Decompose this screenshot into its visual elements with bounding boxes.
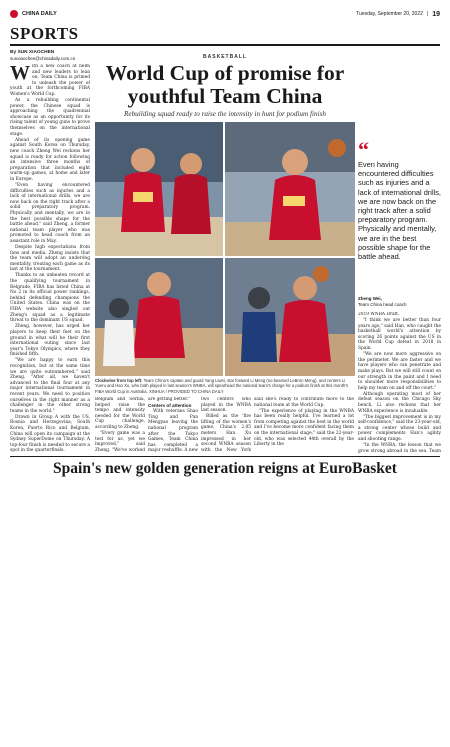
masthead-separator: | xyxy=(426,11,429,17)
player-photo-3 xyxy=(95,258,223,376)
quote-name: Zheng Wei, xyxy=(358,296,382,301)
story-divider xyxy=(10,456,440,457)
section-title: SPORTS xyxy=(10,24,79,43)
byline-email: sunxiaochen@chinadaily.com.cn xyxy=(10,56,76,61)
paragraph: Billed as the 'fire lifting of the women's game, China's 2.05 meters Han Xu impressed in her second WNBA season with the New York xyxy=(201,414,251,453)
page-number: 19 xyxy=(432,10,440,18)
paragraph: Ahead of its opening game against South Korea on Thursday, new coach Zheng Wei reckons her squad is ready for action following an intensive three months of preparation that included eight warm-up games, at home and later in Europe. xyxy=(10,137,90,182)
article-column-5 xyxy=(254,397,354,453)
paragraph: Drawn in Group A with the US, Bosnia and Herzegovina, South Korea, Puerto Rico and Belgium, China will open its campaign at the Sydney SuperDome on Thursday. A top-four finish is needed to secure a spot in the quarterfinals. xyxy=(10,414,90,452)
paragraph: 2019 WNBA Draft. xyxy=(358,312,400,317)
story-headline: World Cup of promise for youthful Team China xyxy=(105,61,345,108)
article-column-4 xyxy=(201,397,251,453)
paragraph: are getting better." xyxy=(148,397,191,402)
quote-mark-icon: “ xyxy=(358,137,369,162)
article-column-2 xyxy=(95,397,145,453)
paragraph: "We are now more aggressive on the perimeter. We are faster and we have players who can penetrate and make plays. But we will still count on our strength in the paint and I need to shoulder more responsibilities to help my team on and off the court." xyxy=(358,352,441,391)
paragraph: Belgium and Serbia, helped raise the tempo and intensity needed for the World Cup challenge, according to Zheng. xyxy=(95,397,145,430)
masthead xyxy=(10,8,440,20)
paragraph: "We are happy to earn this recognition, but at the same time we are quite outnumbered," said Zheng. "After all, we haven't advanced to the final four at any major international tournament in recent years. We need to position ourselves in the right manner as a challenger in the other strong teams in the world." xyxy=(10,358,90,414)
quote-attribution xyxy=(358,296,441,308)
paragraph: As a rebuilding continental power, the Chinese squad is approaching the quadrennial showcase as an opportunity for its rising talent of young guns to prove themselves on the international stage. xyxy=(10,98,90,137)
story-subhead: Rebuilding squad ready to raise the intensity in hunt for podium finish xyxy=(124,110,326,118)
caption-label: Clockwise from top left: xyxy=(95,378,143,383)
paragraph: ith a new coach at helm and new leaders to lean on, Team China is primed to unleash the power of youth at the forthcoming FIBA Women's World Cup. xyxy=(10,64,90,97)
paper-name: CHINA DAILY xyxy=(22,11,57,17)
drop-cap: W xyxy=(10,64,30,84)
player-photo-2 xyxy=(225,122,355,256)
issue-date: Tuesday, September 20, 2022 xyxy=(356,11,423,17)
paragraph: "I think we are better than four years ago," said Han, who caught the basketball world's attention by scoring 26 points against the US in the World Cup defeat in 2018 in Spain. xyxy=(358,318,441,352)
section-rule xyxy=(10,44,440,46)
paragraph: Zheng, however, has urged her players to keep their feet on the ground in what will be their first international outing since last year's Tokyo Olympics, where they finished fifth. xyxy=(10,324,90,358)
article-column-1 xyxy=(10,64,90,452)
caption-text: Team China's captain and guard Yang Liwei, star forward Li Meng (no beamed LeBron Meng), and centers Li Yueru and Han Xu, who both played in last season's WNBA, will spearhead the national team's charge for a podium finish at this month's FIBA World Cup in Australia. xyxy=(95,378,349,394)
byline-author: By SUN XIAOCHEN xyxy=(10,50,55,55)
paragraph: Thanks to an unbeaten record at the qualifying tournament in Belgrade, FIBA has listed China at No 2 in its official power rankings, behind defending champions the United States. China was on the FIBA website also singled out Zheng's squad as a legitimate threat to the dominant US squad. xyxy=(10,273,90,324)
photo-li-meng xyxy=(225,122,355,256)
paragraph: two centers who played in the WNBA last season. xyxy=(201,397,251,414)
quote-title: Team China head coach xyxy=(358,301,407,307)
photo-caption xyxy=(95,378,355,394)
paragraph: "Even having encountered difficulties such as injuries and a lack of international drills, we are now back on the right track after a solid preparatory program. Physically and mentally, we are in the best possible shape for the battle ahead," said Zheng, a former national team player who was promoted to head coach from an assistant role in May. xyxy=(10,182,90,244)
article-column-6 xyxy=(358,312,441,453)
pull-quote: Even having encountered difficulties such as injuries and a lack of international drills, we are now back on the right track after a solid preparatory program. Physically and mentally, we are in the best possible shape for the battle ahead. xyxy=(358,160,441,262)
paragraph: With veterans Shao Ting and Pan Mengyao leaving the national program after the Tokyo Games, Team China has completed a major reshuffle. A new xyxy=(148,409,198,453)
masthead-left xyxy=(10,10,57,18)
story2-headline: Spain's new golden generation reigns at EuroBasket xyxy=(53,460,397,477)
story-kicker: BASKETBALL xyxy=(203,54,247,60)
paragraph: "In the WNBA, the lesson that we grow strong abroad in the sea. Team xyxy=(358,443,441,453)
photo-credit: XINHUA / PROVIDED TO CHINA DAILY xyxy=(148,388,224,394)
newspaper-logo-icon xyxy=(10,10,18,18)
photo-yang-liwei xyxy=(95,122,223,256)
paragraph: Although operating most of her defeat season on the Chicago Sky bench, Li also reckons that her WNBA experience is invaluable. xyxy=(358,391,441,414)
photo-li-yueru xyxy=(225,258,355,376)
paragraph: said she's ready to contribute more to the national team at the World Cup. xyxy=(254,397,354,408)
paragraph: "The experience of playing in the WNBA has been really helpful. I've learned a lot from competing against the best in the world and I've become more confident facing them on the international stage," said the 22-year-old, who was selected 44th overall by the Liberty in the xyxy=(254,408,354,448)
player-photo-4 xyxy=(225,258,355,376)
paragraph: "Every game was a test for us, yet we improved," said Zheng. "We've worked xyxy=(95,431,145,453)
masthead-right xyxy=(356,11,440,18)
player-photo-1 xyxy=(95,122,223,256)
photo-han-xu xyxy=(95,258,223,376)
paragraph: Despite high expectations from fans and media, Zheng insists that the team will adopt an underdog mentality, treating each game as its last at the tournament. xyxy=(10,245,90,273)
byline xyxy=(10,50,75,62)
article-column-3 xyxy=(148,397,198,453)
section-subhead: Centers of attention xyxy=(148,403,192,409)
paragraph: "The biggest improvement is in my self-confidence," said the 23-year-old, a strong center whose build and power complements Han's agility and shooting range. xyxy=(358,414,441,443)
